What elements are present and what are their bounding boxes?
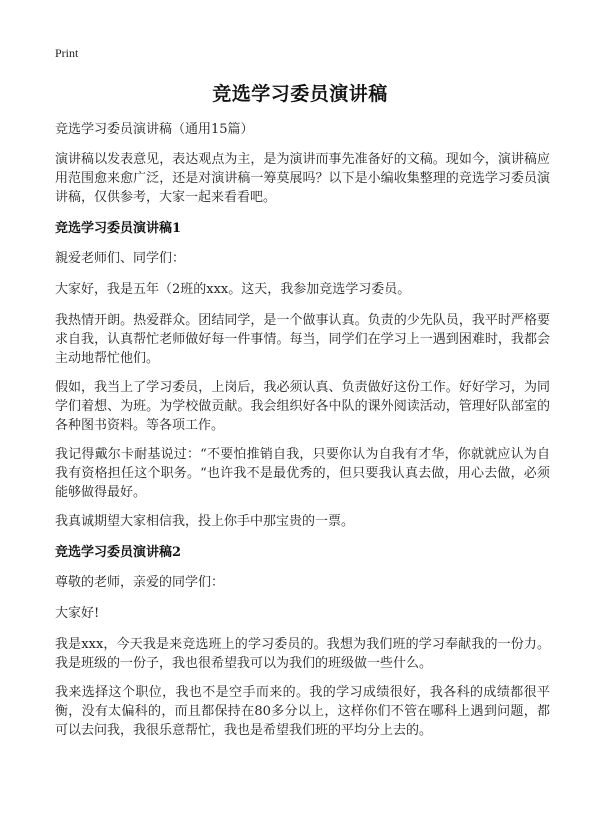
speech-section-1 — [55, 219, 550, 531]
greeting-paragraph: 大家好! — [55, 606, 100, 621]
greeting-paragraph: 大家好，我是五年（2班的xxx。这天，我参加竞选学习委员。 — [55, 282, 411, 297]
section-heading: 竞选学习委员演讲稿2 — [55, 545, 182, 560]
closing-paragraph: 我真诚期望大家相信我，投上你手中那宝贵的一票。 — [55, 514, 355, 529]
intro-paragraph: 演讲稿以发表意见，表达观点为主，是为演讲而事先准备好的文稿。现如今，演讲稿应用范围愈来愈广泛，还是对演讲稿一筹莫展吗？以下是小编收集整理的竞选学习委员演讲稿，仅供参考，大家一起来看看吧。 — [55, 152, 550, 205]
body-paragraph: 我记得戴尔卡耐基说过：“不要怕推销自我，只要你认为自我有才华，你就就应认为自我有资格担任这个职务。“也许我不是最优秀的，但只要我认真去做，用心去做，必须能够做得最好。 — [55, 447, 550, 500]
salutation: 尊敬的老师，亲爱的同学们： — [55, 575, 225, 590]
document-body — [55, 120, 550, 750]
page-title: 竞选学习委员演讲稿 — [212, 83, 388, 105]
body-paragraph: 我热情开朗。热爱群众。团结同学，是一个做事认真。负责的少先队员，我平时严格要求自我，认真帮忙老师做好每一件事情。每当，同学们在学习上一遇到困难时，我都会主动地帮忙他们。 — [55, 313, 550, 366]
section-heading: 竞选学习委员演讲稿1 — [55, 221, 182, 236]
print-link[interactable]: Print — [55, 46, 79, 60]
document-subtitle: 竞选学习委员演讲稿（通用15篇） — [55, 122, 254, 137]
body-paragraph: 我是xxx，今天我是来竞选班上的学习委员的。我想为我们班的学习奉献我的一份力。我是班级的一份子，我也很希望我可以为我们的班级做一些什么。 — [55, 637, 550, 671]
salutation: 親爱老师们、同学们： — [55, 251, 186, 266]
body-paragraph: 我来选择这个职位，我也不是空手而来的。我的学习成绩很好，我各科的成绩都很平衡，没有太偏科的，而且都保持在80多分以上，这样你们不管在哪科上遇到问题，都可以去问我，我很乐意帮忙，我也是希望我们班的平均分上去的。 — [55, 685, 550, 738]
speech-section-2 — [55, 543, 550, 740]
body-paragraph: 假如，我当上了学习委员，上岗后，我必须认真、负责做好这份工作。好好学习，为同学们着想、为班。为学校做贡献。我会组织好各中队的课外阅读活动，管理好队部室的各种图书资料。等各项工作。 — [55, 380, 550, 433]
